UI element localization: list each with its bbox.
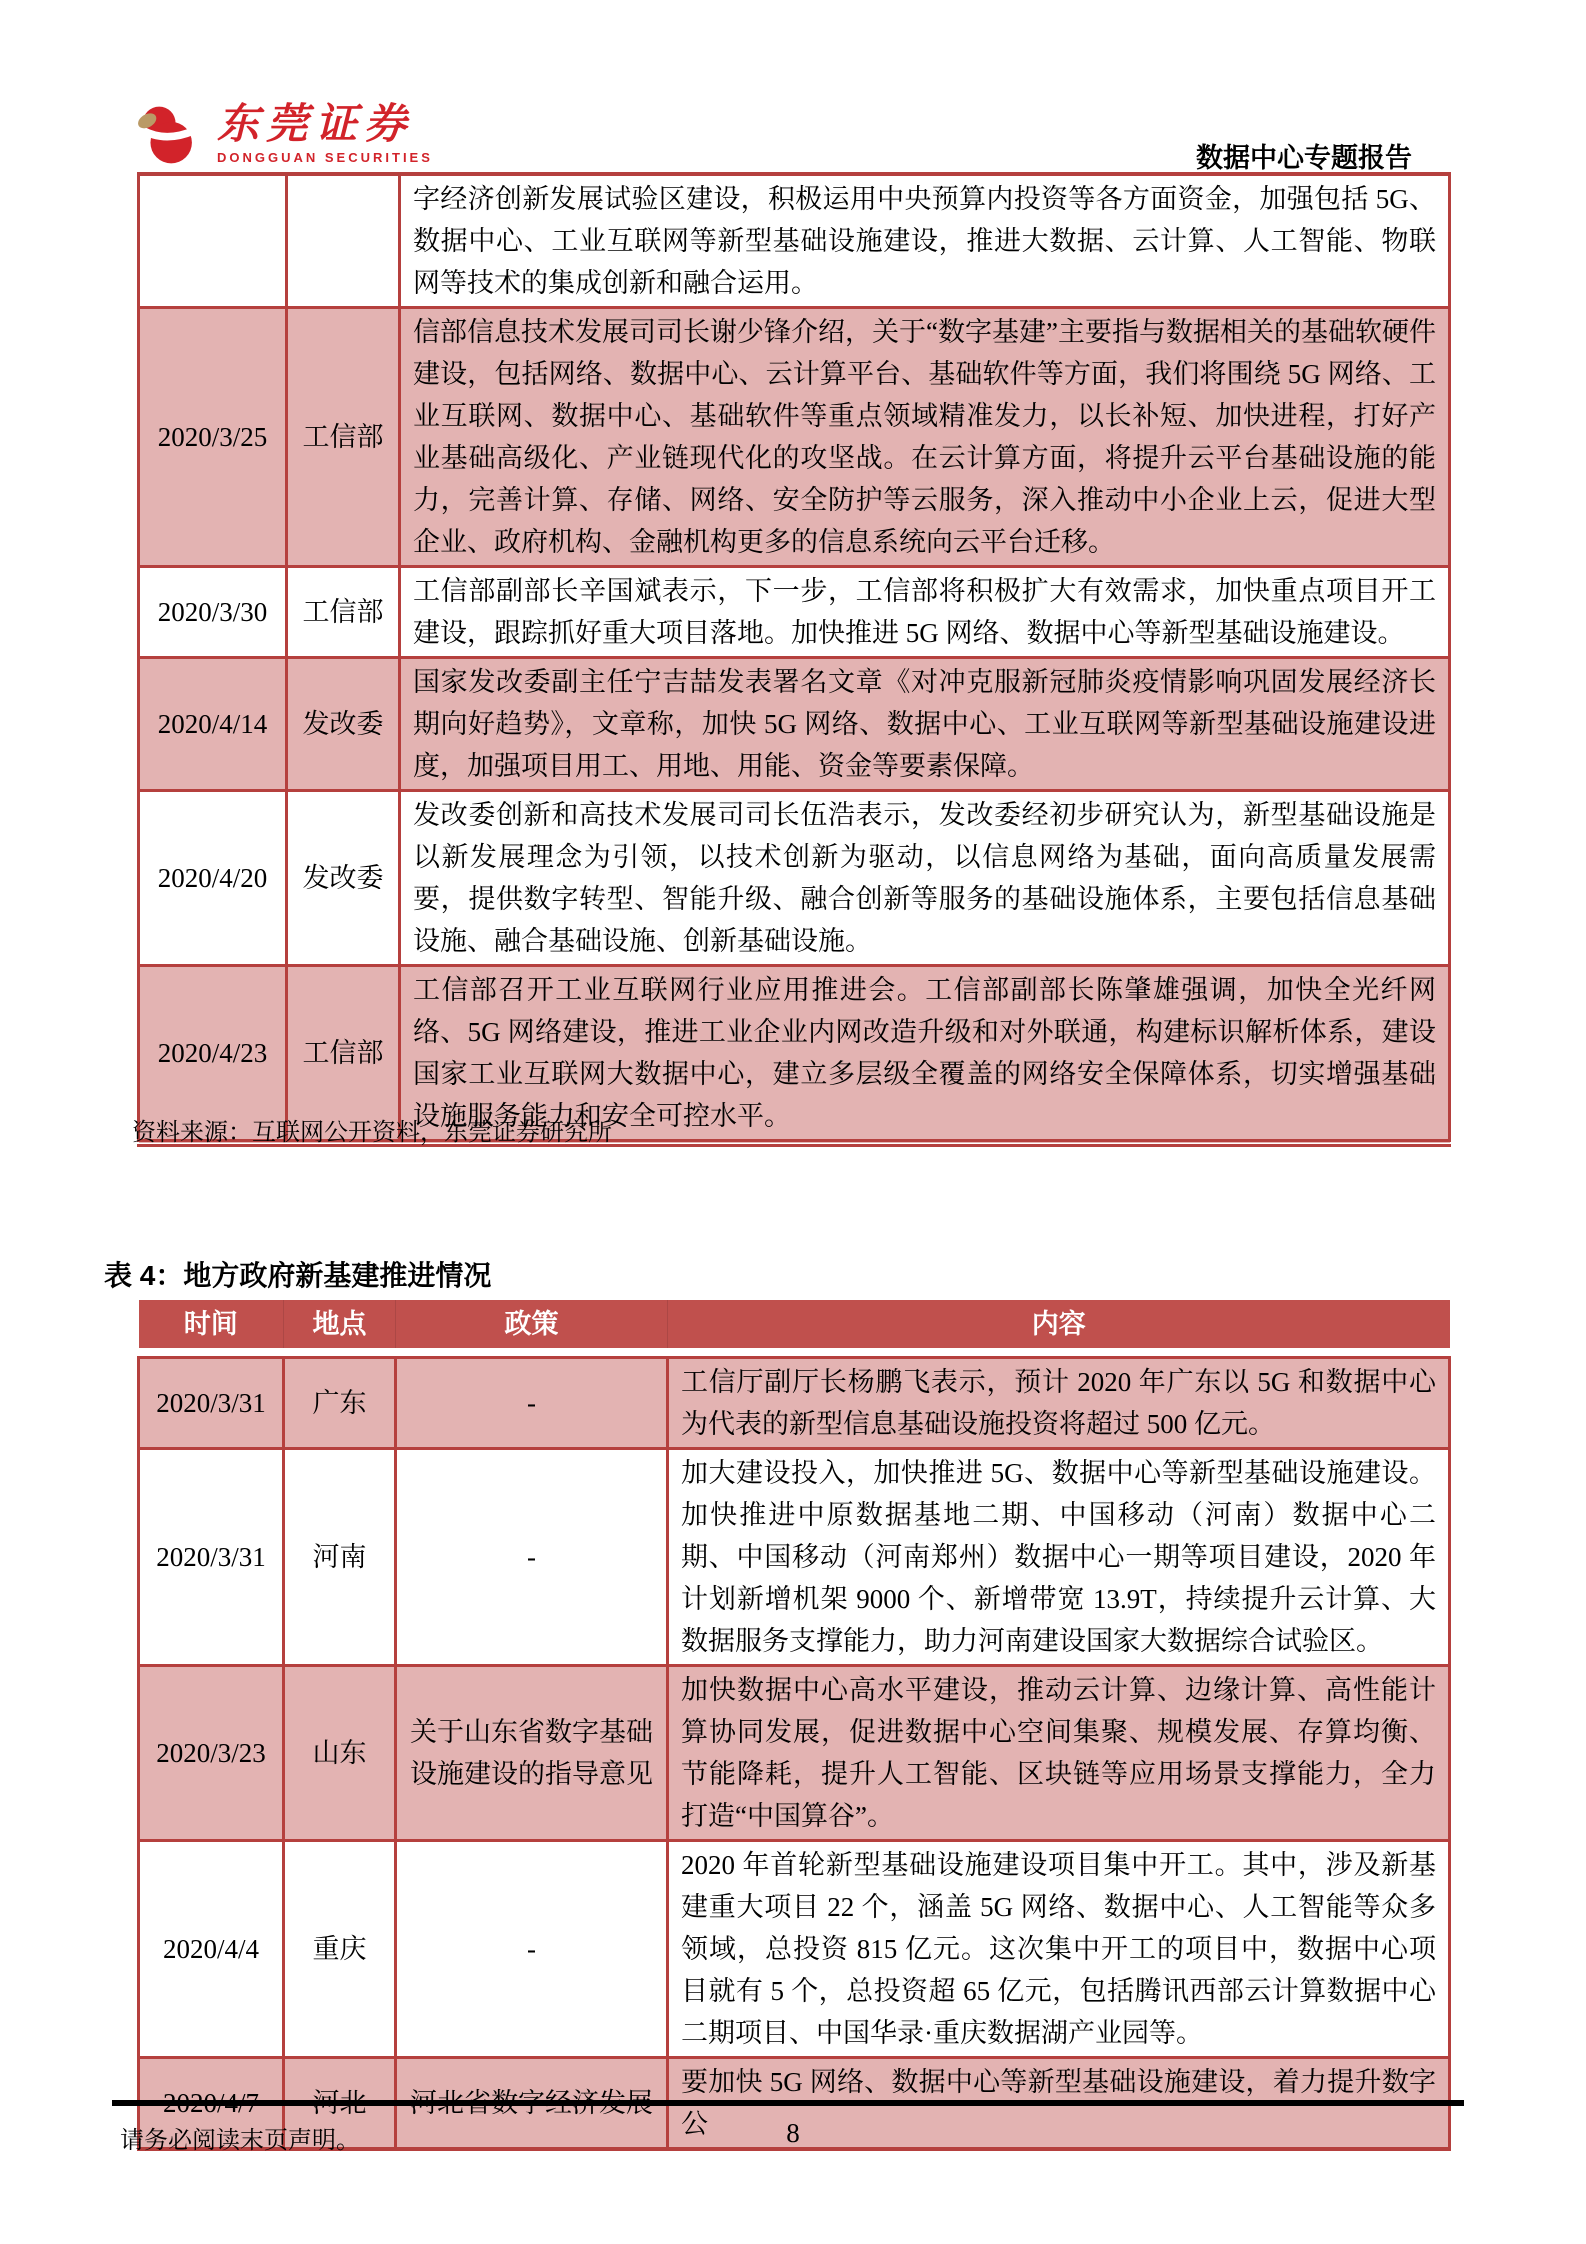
table-row	[139, 1841, 1450, 2058]
logo-chinese-name: 东莞证券	[217, 102, 414, 148]
date-cell: 2020/4/23	[139, 966, 287, 1144]
region-cell: 河南	[284, 1449, 396, 1666]
table-row	[139, 1449, 1450, 1666]
content-cell: 加快数据中心高水平建设，推动云计算、边缘计算、高性能计算协同发展，促进数据中心空间集聚、规模发展、存算均衡、节能降耗，提升人工智能、区块链等应用场景支撑能力，全力打造“中国算谷”。	[668, 1666, 1450, 1841]
content-cell: 工信厅副厅长杨鹏飞表示，预计 2020 年广东以 5G 和数据中心为代表的新型信息基础设施投资将超过 500 亿元。	[668, 1358, 1450, 1449]
header-time: 时间	[139, 1300, 284, 1348]
footer-disclaimer: 请务必阅读末页声明。	[120, 2127, 360, 2154]
date-cell	[139, 174, 287, 308]
content-cell: 发改委创新和高技术发展司司长伍浩表示，发改委经初步研究认为，新型基础设施是以新发展理念为引领，以技术创新为驱动，以信息网络为基础，面向高质量发展需要，提供数字转型、智能升级、融合创新等服务的基础设施体系，主要包括信息基础设施、融合基础设施、创新基础设施。	[400, 791, 1450, 966]
header-location: 地点	[284, 1300, 396, 1348]
agency-cell: 工信部	[287, 308, 400, 567]
agency-cell: 发改委	[287, 791, 400, 966]
content-cell: 国家发改委副主任宁吉喆发表署名文章《对冲克服新冠肺炎疫情影响巩固发展经济长期向好趋势》，文章称，加快 5G 网络、数据中心、工业互联网等新型基础设施建设进度，加强项目用工、用地、用能、资金等要素保障。	[400, 658, 1450, 791]
agency-cell: 工信部	[287, 966, 400, 1144]
report-title: 数据中心专题报告	[1196, 143, 1412, 173]
content-cell: 工信部副部长辛国斌表示，下一步，工信部将积极扩大有效需求，加快重点项目开工建设，跟踪抓好重大项目落地。加快推进 5G 网络、数据中心等新型基础设施建设。	[400, 567, 1450, 658]
local-government-table	[137, 1300, 1451, 2151]
company-logo	[133, 102, 433, 168]
agency-cell: 工信部	[287, 567, 400, 658]
table4-title: 表 4：地方政府新基建推进情况	[104, 1260, 492, 1291]
table-row	[139, 1666, 1450, 1841]
date-cell: 2020/4/14	[139, 658, 287, 791]
region-cell: 重庆	[284, 1841, 396, 2058]
table-row	[139, 567, 1450, 658]
table-row	[139, 308, 1450, 567]
content-cell: 2020 年首轮新型基础设施建设项目集中开工。其中，涉及新基建重大项目 22 个，涵盖 5G 网络、数据中心、人工智能等众多领域，总投资 815 亿元。这次集中开工的项目中，数据中心项目就有 5 个，总投资超 65 亿元，包括腾讯西部云计算数据中心二期项目、中国华录·重庆数据湖产业园等。	[668, 1841, 1450, 2058]
content-cell: 加大建设投入，加快推进 5G、数据中心等新型基础设施建设。加快推进中原数据基地二期、中国移动（河南）数据中心二期、中国移动（河南郑州）数据中心一期等项目建设，2020 年计划新增机架 9000 个、新增带宽 13.9T，持续提升云计算、大数据服务支撑能力，助力河南建设国家大数据综合试验区。	[668, 1449, 1450, 1666]
date-cell: 2020/3/31	[139, 1449, 284, 1666]
table4-clip	[137, 1300, 1451, 2139]
date-cell: 2020/4/4	[139, 1841, 284, 2058]
content-cell: 要加快 5G 网络、数据中心等新型基础设施建设，着力提升数字公	[668, 2058, 1450, 2150]
content-cell: 工信部召开工业互联网行业应用推进会。工信部副部长陈肇雄强调，加快全光纤网络、5G 网络建设，推进工业企业内网改造升级和对外联通，构建标识解析体系，建设国家工业互联网大数据中心，建立多层级全覆盖的网络安全保障体系，切实增强基础设施服务能力和安全可控水平。	[400, 966, 1450, 1144]
date-cell: 2020/3/31	[139, 1358, 284, 1449]
footer-divider	[112, 2100, 1464, 2106]
table-row	[139, 791, 1450, 966]
policy-cell: -	[396, 1449, 668, 1666]
national-policy-table	[137, 172, 1451, 1147]
header-policy: 政策	[396, 1300, 668, 1348]
region-cell: 山东	[284, 1666, 396, 1841]
header-content: 内容	[668, 1300, 1450, 1348]
region-cell: 广东	[284, 1358, 396, 1449]
agency-cell: 发改委	[287, 658, 400, 791]
table-row	[139, 658, 1450, 791]
policy-cell: -	[396, 1841, 668, 2058]
agency-cell	[287, 174, 400, 308]
table-row	[139, 1358, 1450, 1449]
table-header-row	[139, 1300, 1450, 1348]
date-cell: 2020/3/30	[139, 567, 287, 658]
logo-english-name: DONGGUAN SECURITIES	[217, 150, 433, 165]
content-cell: 字经济创新发展试验区建设，积极运用中央预算内投资等各方面资金，加强包括 5G、数据中心、工业互联网等新型基础设施建设，推进大数据、云计算、人工智能、物联网等技术的集成创新和融合运用。	[400, 174, 1450, 308]
page-number: 8	[786, 2118, 800, 2148]
header-spacer	[139, 1348, 1450, 1358]
dongguan-securities-logo-icon	[133, 102, 205, 168]
source-note: 资料来源：互联网公开资料，东莞证券研究所	[132, 1119, 612, 1146]
table-row	[139, 174, 1450, 308]
date-cell: 2020/3/25	[139, 308, 287, 567]
date-cell: 2020/4/20	[139, 791, 287, 966]
date-cell: 2020/3/23	[139, 1666, 284, 1841]
policy-cell: -	[396, 1358, 668, 1449]
policy-cell: 关于山东省数字基础设施建设的指导意见	[396, 1666, 668, 1841]
content-cell: 信部信息技术发展司司长谢少锋介绍，关于“数字基建”主要指与数据相关的基础软硬件建设，包括网络、数据中心、云计算平台、基础软件等方面，我们将围绕 5G 网络、工业互联网、数据中心、基础软件等重点领域精准发力，以长补短、加快进程，打好产业基础高级化、产业链现代化的攻坚战。在云计算方面，将提升云平台基础设施的能力，完善计算、存储、网络、安全防护等云服务，深入推动中小企业上云，促进大型企业、政府机构、金融机构更多的信息系统向云平台迁移。	[400, 308, 1450, 567]
